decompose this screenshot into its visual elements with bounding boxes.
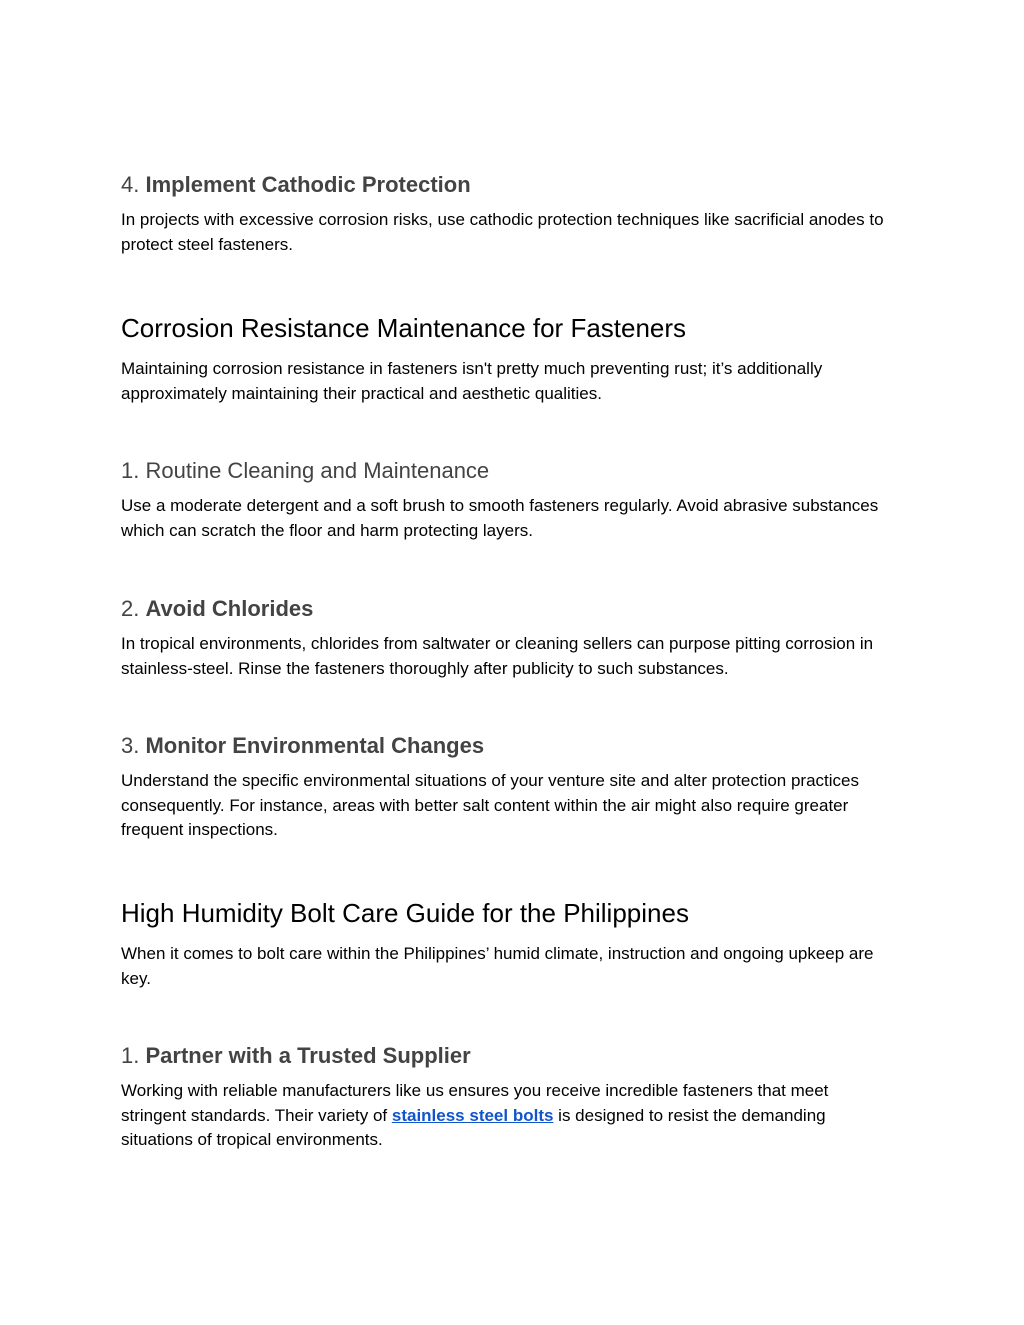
paragraph-cathodic-protection: In projects with excessive corrosion risks, use cathodic protection techniques like sacrificial anodes to protect steel fasteners. xyxy=(121,210,884,254)
subheading-monitor-environmental xyxy=(121,733,484,759)
subheading-number: 1. xyxy=(121,458,140,483)
subheading-title: Avoid Chlorides xyxy=(145,596,314,621)
subheading-avoid-chlorides xyxy=(121,596,313,622)
subheading-number: 2. xyxy=(121,596,140,621)
subheading-routine-cleaning xyxy=(121,458,489,484)
subheading-title: Routine Cleaning and Maintenance xyxy=(145,458,490,483)
heading-corrosion-maintenance: Corrosion Resistance Maintenance for Fasteners xyxy=(121,313,687,343)
paragraph-monitor-environmental: Understand the specific environmental situations of your venture site and alter protection practices consequently. For instance, areas with better salt content within the air might also require greater frequent inspections. xyxy=(121,771,860,839)
subheading-cathodic-protection xyxy=(121,172,471,198)
heading-humidity-guide: High Humidity Bolt Care Guide for the Philippines xyxy=(121,898,689,928)
subheading-number: 1. xyxy=(121,1043,140,1068)
subheading-number: 3. xyxy=(121,733,140,758)
subheading-title: Implement Cathodic Protection xyxy=(145,172,471,197)
subheading-number: 4. xyxy=(121,172,140,197)
subheading-title: Monitor Environmental Changes xyxy=(145,733,485,758)
subheading-trusted-supplier xyxy=(121,1043,471,1069)
subheading-title: Partner with a Trusted Supplier xyxy=(145,1043,471,1068)
paragraph-text: Working with reliable manufacturers like us ensures you receive incredible fasteners that meet stringent standards. Their variety of xyxy=(121,1081,829,1125)
paragraph-avoid-chlorides: In tropical environments, chlorides from saltwater or cleaning sellers can purpose pitting corrosion in stainless-steel. Rinse the fasteners thoroughly after publicity to such substances. xyxy=(121,634,874,678)
stainless-steel-bolts-link[interactable]: stainless steel bolts xyxy=(391,1105,554,1125)
paragraph-maintenance-intro: Maintaining corrosion resistance in fasteners isn't pretty much preventing rust; it’s additionally approximately maintaining their practical and aesthetic qualities. xyxy=(121,359,823,403)
paragraph-routine-cleaning: Use a moderate detergent and a soft brush to smooth fasteners regularly. Avoid abrasive substances which can scratch the floor and harm protecting layers. xyxy=(121,496,879,540)
paragraph-humidity-intro: When it comes to bolt care within the Philippines’ humid climate, instruction and ongoing upkeep are key. xyxy=(121,944,874,988)
paragraph-trusted-supplier xyxy=(121,1079,896,1153)
paragraph-text: is designed to resist the demanding situations of tropical environments. xyxy=(121,1105,826,1149)
